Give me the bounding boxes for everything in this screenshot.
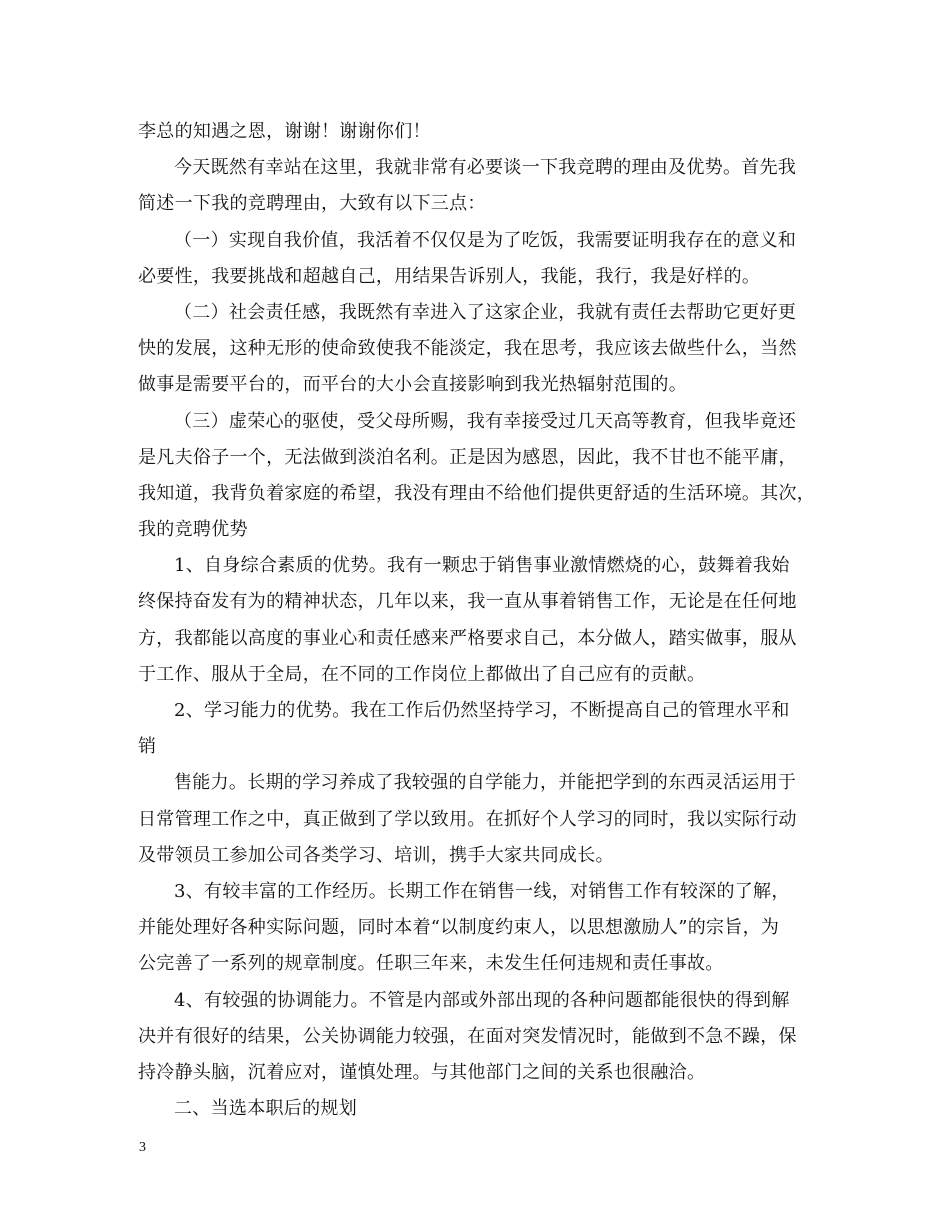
text-line: 我知道，我背负着家庭的希望，我没有理由不给他们提供更舒适的生活环境。其次，: [138, 482, 816, 504]
paragraph-p1: [138, 150, 823, 222]
document-body: [138, 114, 823, 1127]
text-line: 快的发展，这种无形的使命致使我不能淡定，我在思考，我应该去做些什么，当然: [138, 338, 797, 360]
text-line: 李总的知遇之恩，谢谢！谢谢你们！: [138, 121, 431, 142]
text-line: （一）实现自我价值，我活着不仅仅是为了吃饭，我需要证明我存在的意义和: [174, 229, 797, 251]
text-line: 方，我都能以高度的事业心和责任感来严格要求自己，本分做人，踏实做事，服从: [138, 627, 797, 649]
text-line: 终保持奋发有为的精神状态，几年以来，我一直从事着销售工作，无论是在任何地: [138, 591, 797, 613]
text-line: 简述一下我的竞聘理由，大致有以下三点：: [138, 193, 486, 215]
text-line: 今天既然有幸站在这里，我就非常有必要谈一下我竞聘的理由及优势。首先我: [174, 157, 797, 179]
text-line: 销: [138, 736, 157, 758]
text-line: 于工作、服从于全局，在不同的工作岗位上都做出了自己应有的贡献。: [138, 663, 706, 685]
paragraph-p4: [138, 404, 823, 549]
paragraph-p5: [138, 548, 823, 693]
text-line: 做事是需要平台的，而平台的大小会直接影响到我光热辐射范围的。: [138, 374, 687, 396]
text-line: 2、学习能力的优势。我在工作后仍然坚持学习，不断提高自己的管理水平和: [174, 700, 790, 721]
text-line: （二）社会责任感，我既然有幸进入了这家企业，我就有责任去帮助它更好更: [174, 301, 797, 323]
text-line: 4、有较强的协调能力。不管是内部或外部出现的各种问题都能很快的得到解: [174, 989, 790, 1011]
paragraph-p9: [138, 983, 823, 1092]
paragraph-p7: [138, 765, 823, 874]
paragraph-p6: [138, 693, 823, 765]
text-line: 公完善了一系列的规章制度。任职三年来，未发生任何违规和责任事故。: [138, 953, 724, 975]
text-line: 3、有较丰富的工作经历。长期工作在销售一线，对销售工作有较深的了解，: [174, 880, 790, 902]
text-line: 是凡夫俗子一个，无法做到淡泊名利。正是因为感恩，因此，我不甘也不能平庸，: [138, 446, 797, 468]
text-line: 并能处理好各种实际问题，同时本着“以制度约束人，以思想激励人”的宗旨，为: [138, 917, 780, 939]
paragraph-p0: [138, 114, 823, 150]
text-line: 日常管理工作之中，真正做到了学以致用。在抓好个人学习的同时，我以实际行动: [138, 808, 797, 830]
paragraph-p8: [138, 874, 823, 983]
paragraph-p10: [138, 1091, 823, 1127]
text-line: 1、自身综合素质的优势。我有一颗忠于销售事业激情燃烧的心，鼓舞着我始: [174, 555, 790, 577]
paragraph-p3: [138, 295, 823, 404]
text-line: 决并有很好的结果，公关协调能力较强，在面对突发情况时，能做到不急不躁，保: [138, 1025, 797, 1047]
text-line: 二、当选本职后的规划: [174, 1098, 357, 1120]
text-line: 及带领员工参加公司各类学习、培训，携手大家共同成长。: [138, 844, 614, 866]
text-line: 必要性，我要挑战和超越自己，用结果告诉别人，我能，我行，我是好样的。: [138, 265, 761, 287]
text-line: 售能力。长期的学习养成了我较强的自学能力，并能把学到的东西灵活运用于: [174, 772, 797, 794]
text-line: 我的竞聘优势: [138, 519, 248, 541]
text-line: （三）虚荣心的驱使，受父母所赐，我有幸接受过几天高等教育，但我毕竟还: [174, 410, 797, 432]
paragraph-p2: [138, 223, 823, 295]
page-number: 3: [139, 1140, 146, 1155]
text-line: 持冷静头脑，沉着应对，谨慎处理。与其他部门之间的关系也很融洽。: [138, 1061, 706, 1083]
